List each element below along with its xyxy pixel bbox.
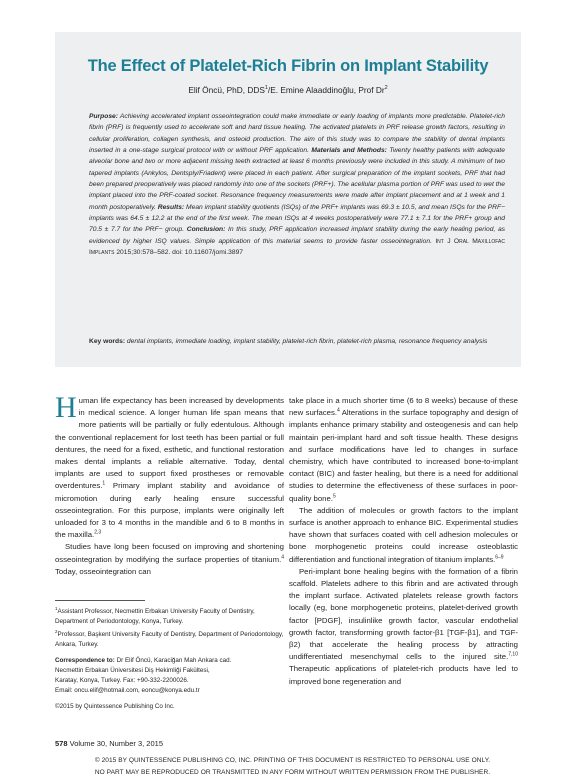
author-1: Elif Öncü, PhD, DDS [188, 85, 265, 95]
affiliation-footnote [55, 604, 284, 627]
copyright-line: NO PART MAY BE REPRODUCED OR TRANSMITTED IN ANY FORM WITHOUT WRITTEN PERMISSION FROM THE PUBLISHER. [94, 769, 491, 776]
correspondence [55, 656, 284, 666]
reference-marker: 4 [281, 554, 284, 561]
purpose-text: Achieving accelerated implant osseointegration could make immediate or early loading of implants more predictable. Platelet-rich fibrin (PRF) is frequently used to accelerate soft and hard tissue healing. The activated platelets in PRF release growth factors, resulting in cellular proliferation, collagen synthesis, and osteoid production. The aim of this study was to compare the stability of dental implants inserted in a one-stage surgical protocol with or without PRF application. [89, 113, 505, 155]
correspondence-email: Email: oncu.elif@hotmail.com, eoncu@konya.edu.tr [55, 687, 200, 695]
footnotes [55, 604, 284, 712]
copyright-line: © 2015 BY QUINTESSENCE PUBLISHING CO, INC. PRINTING OF THIS DOCUMENT IS RESTRICTED TO PERSONAL USE ONLY. [94, 757, 491, 764]
paragraph-text: uman life expectancy has been increased by developments in medical science. A longer human life span means that more patients will be partially or fully edentulous. Although the conventional replacement for lost teeth has been partial or full dentures, the need for a fixed, esthetic, and functional restoration makes dental implants a reliable alternative. Today, dental implants are used to support fixed prostheses or removable overdentures. [55, 396, 284, 491]
keywords-label: Key words: [89, 338, 126, 345]
copyright-notice: ©2015 by Quintessence Publishing Co Inc. [55, 703, 175, 711]
page-number: 578 [55, 739, 68, 748]
affiliation-footnote [55, 627, 284, 650]
purpose-label: Purpose: [89, 113, 118, 120]
paragraph-text: Therapeutic applications of platelet-rich products have led to improved bone regeneration and [289, 664, 518, 686]
correspondence-text: Necmettin Erbakan Üniversitesi Diş Hekimliği Fakültesi, [55, 667, 210, 675]
correspondence [55, 676, 284, 686]
copyright-banner [0, 755, 585, 783]
author-line [55, 85, 521, 95]
page-folio [55, 739, 163, 748]
body-paragraph [55, 391, 284, 541]
citation-details: 2015;30:578–582. doi: 10.11607/jomi.3897 [114, 249, 244, 257]
reference-marker: 2,3 [94, 529, 102, 536]
correspondence-text: Karatay, Konya, Turkey. Fax: +90-332-2200026. [55, 677, 189, 685]
conclusion-text: In this study, PRF application increased implant stability during the early healing period, as evidenced by higher ISQ values. Simple application of this material seems to provide faster osseointegration. [89, 226, 506, 245]
paragraph-text: Today, osseointegration can [55, 566, 151, 576]
correspondence [55, 666, 284, 676]
abstract [89, 111, 505, 258]
body-column-left [55, 391, 284, 578]
results-text: Mean implant stability quotients (ISQs) of the PRF+ implants was 69.3 ± 10.5, and mean ISQs for the PRF− implants was 64.5 ± 12.2 at the end of the first week. The mean ISQs at 4 weeks postoperatively were 77.1 ± 7.1 for the PRF+ group and 70.5 ± 7.7 for the PRF− group. [89, 203, 505, 234]
footnote-text: Assistant Professor, Necmettin Erbakan University Faculty of Dentistry, Department of Periodontology, Konya, Turkey. [55, 608, 255, 626]
methods-text: Twenty healthy patients with adequate alveolar bone and two or more adjacent missing teeth extracted at least 6 months previously were included in this study. A minimum of two tapered implants (Ankylos, Dentsply/Friadent) were placed in each patient. After surgical preparation of the implant sockets, PRF that had been prepared preoperatively was placed randomly into one of the sockets (PRF+). The acellular plasma portion of PRF was used to wet the implant placed into the PRF-coated socket. Resonance frequency measurements were made after implant placement and at 1 week and 1 month postoperatively. [89, 147, 505, 211]
correspondence-label: Correspondence to: [55, 657, 115, 665]
paragraph-text: Peri-implant bone healing begins with the formation of a fibrin scaffold. Platelets adhere to this fibrin and are activated through the implant surface. Activated platelets release growth factors locally (eg, bone morphogenetic proteins, platelet-derived growth factor [PDGF], insulinlike growth factor, vascular endothelial growth factor, transforming growth factor-β1 [TGF-β1], and TGF-β2) that accelerate the healing process by attracting undifferentiated mesenchymal cells to the injured site. [289, 566, 518, 662]
methods-label: Materials and Methods: [311, 147, 387, 155]
citation-journal: Int J Oral Maxillofac Implants [89, 237, 506, 257]
author-2-affiliation: 2 [384, 85, 388, 92]
body-paragraph [289, 395, 518, 505]
paragraph-text: Alterations in the surface topography and design of implants enhance primary stability and osteogenesis and can help maintain peri-implant hard and soft tissue health. These designs and surface modifications have led to changes in surface chemistry, which have contributed to increased bone-to-implant contact (BIC) and faster healing, but there is a need for additional studies to determine the effectiveness of these surfaces in poor-quality bone. [289, 408, 518, 503]
footnote-marker: 1 [55, 606, 58, 611]
conclusion-label: Conclusion: [186, 226, 226, 234]
article-title: The Effect of Platelet-Rich Fibrin on Implant Stability [87, 57, 489, 75]
reference-marker: 1 [102, 480, 106, 487]
reference-marker: 5 [332, 493, 336, 500]
paragraph-text: Primary implant stability and avoidance of micromotion during early healing ensure successful osseointegration. For this purpose, implants were originally left unloaded for 3 to 4 months in the mandible and 6 to 8 months in the maxilla. [55, 481, 284, 540]
drop-cap: H [55, 391, 77, 424]
keywords-text: dental implants, immediate loading, implant stability, platelet-rich fibrin, platelet-rich plasma, resonance frequency analysis [125, 338, 488, 345]
paragraph-text: The addition of molecules or growth factors to the implant surface is another approach to enhance BIC. Experimental studies have shown that surfaces coated with cell adhesion molecules or bone morphogenetic proteins could increase osteoblastic differentiation and functional integration of titanium implants. [289, 505, 518, 564]
paragraph-text: take place in a much shorter time (6 to 8 weeks) because of these new surfaces. [289, 396, 518, 418]
footnote-marker: 2 [55, 629, 58, 635]
body-paragraph [289, 505, 518, 566]
body-column-right [289, 395, 518, 688]
results-label: Results: [157, 203, 185, 211]
reference-marker: 7,10 [508, 651, 518, 658]
issue-info: Volume 30, Number 3, 2015 [67, 739, 163, 748]
reference-marker: 6–9 [495, 554, 504, 561]
paragraph-text: Studies have long been focused on improving and shortening osseointegration by modifying the surface properties of titanium. [55, 542, 284, 564]
correspondence-text: Dr Elif Öncü, Karaciğan Mah Ankara cad. [114, 657, 232, 665]
footnote-divider [55, 600, 145, 601]
footnote-text: Professor, Başkent University Faculty of Dentistry, Department of Periodontology, Ankara, Turkey. [55, 631, 284, 649]
author-1-affiliation: 1 [264, 85, 268, 92]
reference-marker: 4 [337, 407, 340, 414]
correspondence [55, 686, 284, 696]
body-paragraph [289, 566, 518, 688]
body-paragraph [55, 541, 284, 578]
keywords [89, 336, 505, 347]
author-separator: / [267, 85, 271, 95]
author-2: E. Emine Alaaddinoğlu, Prof Dr [270, 85, 385, 95]
